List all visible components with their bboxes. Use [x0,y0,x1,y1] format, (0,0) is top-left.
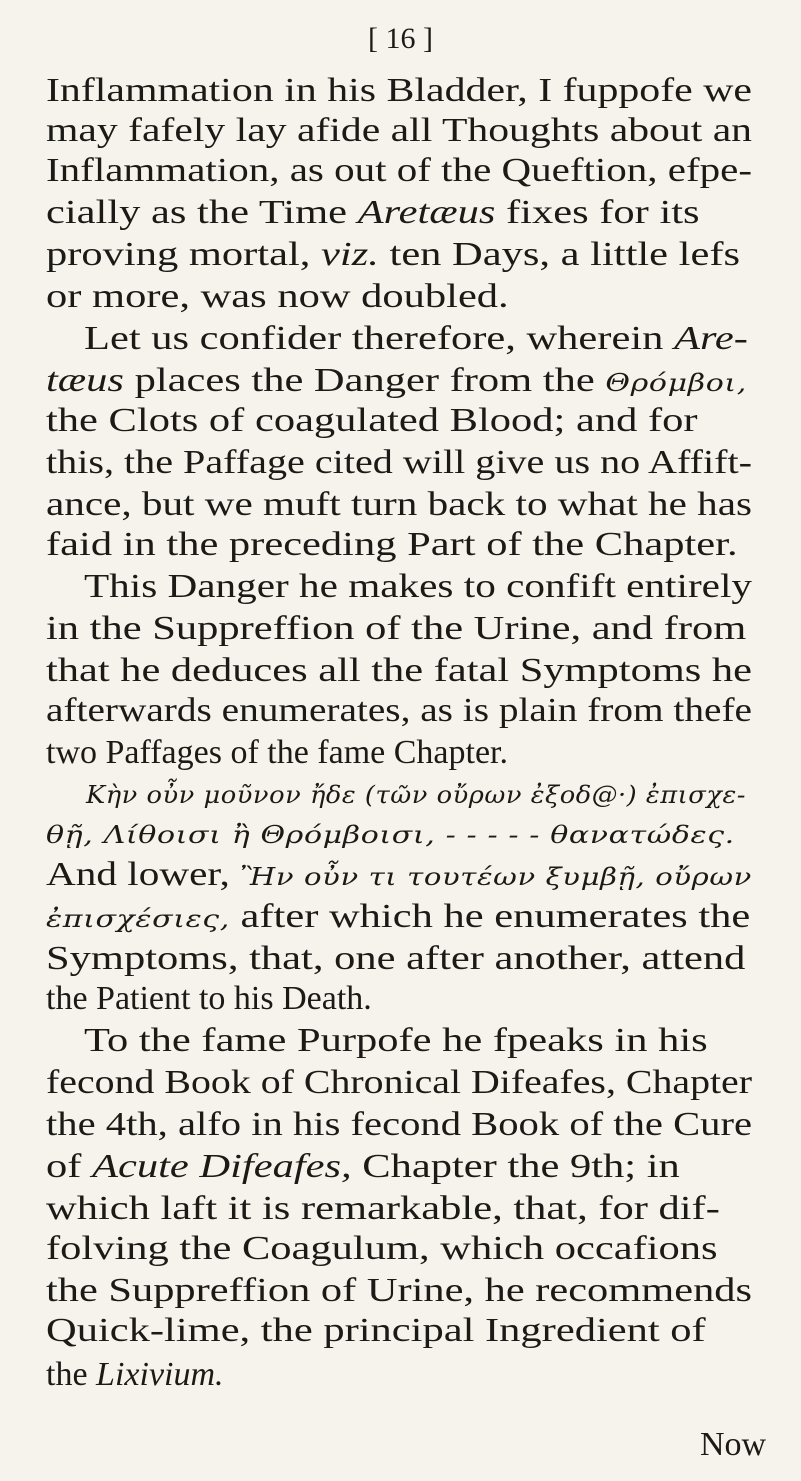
text-line [46,978,801,1020]
text-line [46,192,801,234]
text-line [46,1104,801,1146]
text-line [46,234,801,276]
text-line [86,772,801,816]
line-text: This Danger he makes to confift entirely [84,568,752,605]
text-line [46,812,801,856]
italic-text: tæus [46,362,124,399]
catchword: Now [700,1426,767,1463]
line-text: ten Days, a little lefs [378,236,741,273]
italic-text: Acute Difeafes, [92,1148,352,1185]
text-line [46,524,801,566]
text-line [46,150,801,192]
line-text: may fafely lay afide all Thoughts about an [46,112,753,149]
line-text: of [46,1148,93,1185]
text-line [46,1146,801,1188]
line-text: or more, was now doubled. [46,278,509,315]
line-text: which laft it is remarkable, that, for dif- [46,1190,720,1227]
line-text: faid in the preceding Part of the Chapter. [46,526,738,563]
line-text: after which he enumerates the [229,898,751,935]
line-text: afterwards enumerates, as is plain from thefe [46,692,752,729]
text-line [46,70,801,112]
text-line [46,484,801,526]
text-line [46,1270,801,1312]
page-number: [ 16 ] [368,22,433,55]
text-line [46,854,801,898]
line-text: the [46,1356,97,1393]
line-text: fecond Book of Chronical Difeafes, Chapter [46,1064,753,1101]
text-line [46,1062,801,1104]
text-line [46,1188,801,1230]
text-line [46,276,801,318]
line-text: And lower, [46,856,241,893]
text-line [84,1020,801,1062]
line-text: the Patient to his Death. [46,980,372,1017]
text-line [46,732,801,774]
line-text: the 4th, alfo in his fecond Book of the Cure [46,1106,753,1143]
greek-text: Θρόμβοι, [605,369,747,397]
text-line [46,442,801,484]
italic-text: Lixivium. [96,1356,224,1393]
line-text: Symptoms, that, one after another, attend [46,940,746,977]
text-line [46,1228,801,1270]
line-text: places the Danger from the [123,362,606,399]
line-text: this, the Paffage cited will give us no Affift- [46,444,753,481]
line-text: folving the Coagulum, which occafions [46,1230,718,1267]
italic-text: Aretæus [357,194,496,231]
line-text: cially as the Time [46,194,358,231]
line-text: proving mortal, [46,236,322,273]
line-text: the Suppreffion of Urine, he recommends [46,1272,753,1309]
greek-text: θῇ, Λίθοισι ἢ Θρόμβοισι, - - - - - θανατώδες. [46,821,735,849]
greek-text: Ἢν οὖν τι τουτέων ξυμβῇ, οὔρων [240,863,752,891]
line-text: To the fame Purpofe he fpeaks in his [84,1022,708,1059]
line-text: Quick-lime, the principal Ingredient of [46,1312,706,1349]
line-text: in the Suppreffion of the Urine, and from [46,610,747,647]
text-line [46,896,801,940]
line-text: the Clots of coagulated Blood; and for [46,402,698,439]
text-line [46,110,801,152]
line-text: Let us confider therefore, wherein [84,320,674,357]
text-line [84,318,801,360]
text-line [46,360,801,404]
greek-text: Κὴν οὖν μοῦνον ἤδε (τῶν οὔρων ἐξοδ@·) ἐπισχε- [86,781,747,809]
line-text: Inflammation, as out of the Queftion, efpe- [46,152,753,189]
line-text: Chapter the 9th; in [351,1148,680,1185]
line-text: two Paffages of the fame Chapter. [46,734,509,771]
italic-text: viz. [321,236,379,273]
greek-text: ἐπισχέσιες, [46,905,230,933]
text-line [46,608,801,650]
text-line [46,1354,801,1396]
italic-text: Are- [674,320,748,357]
line-text: that he deduces all the fatal Symptoms he [46,652,753,689]
line-text: ance, but we muft turn back to what he has [46,486,753,523]
text-line [46,400,801,442]
text-line [46,1310,801,1352]
text-line [46,690,801,732]
text-line [84,566,801,608]
line-text: Inflammation in his Bladder, I fuppofe we [46,72,752,109]
text-line [46,938,801,980]
text-line [46,650,801,692]
line-text: fixes for its [495,194,700,231]
